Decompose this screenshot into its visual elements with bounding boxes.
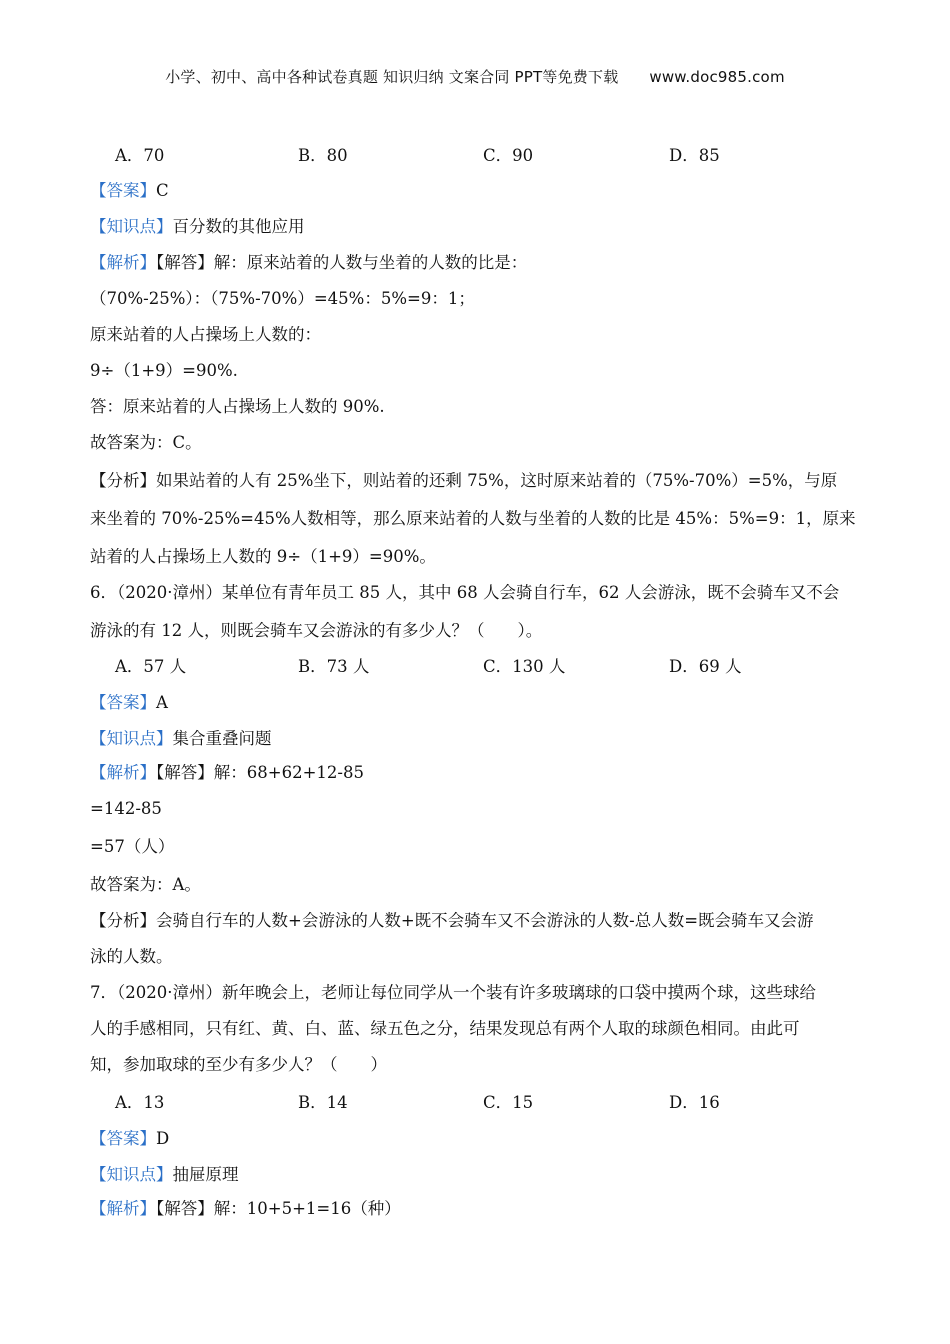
page-header (0, 66, 950, 87)
answer-tag: 【答案】 (90, 1129, 156, 1148)
q5-analysis-line-1: （70%-25%）：（75%-70%）=45%：5%=9：1； (90, 289, 475, 308)
q5-analysis-line-4: 答：原来站着的人占操场上人数的 90%. (90, 397, 385, 416)
header-text: 小学、初中、高中各种试卷真题 知识归纳 文案合同 PPT等免费下载 (165, 68, 619, 86)
analysis-text: 【解答】解：10+5+1=16（种） (156, 1199, 401, 1218)
q5-option-b: B．80 (298, 146, 348, 165)
knowledge-value: 抽屉原理 (172, 1165, 239, 1184)
answer-value: A (156, 693, 168, 712)
q5-fenxi-line-0 (90, 470, 837, 492)
q7-stem-line-2: 知，参加取球的至少有多少人？（ ） (90, 1055, 387, 1074)
knowledge-tag: 【知识点】 (90, 729, 173, 748)
q6-option-c: C．130 人 (483, 657, 566, 676)
q6-analysis-line-3: 故答案为：A。 (90, 875, 201, 894)
q6-fenxi-line-1: 泳的人数。 (90, 947, 173, 966)
q7-knowledge (90, 1164, 239, 1186)
fenxi-text: 如果站着的人有 25%坐下，则站着的还剩 75%，这时原来站着的（75%-70%）=5%，与原 (156, 471, 838, 490)
q6-knowledge (90, 728, 272, 750)
q7-option-a: A．13 (115, 1093, 165, 1112)
analysis-tag: 【解析】 (90, 763, 156, 782)
q5-option-a: A．70 (115, 146, 165, 165)
fenxi-text: 会骑自行车的人数+会游泳的人数+既不会骑车又不会游泳的人数-总人数=既会骑车又会游 (156, 911, 814, 930)
q6-analysis-line-1: =142-85 (90, 799, 162, 818)
q7-option-d: D．16 (669, 1093, 720, 1112)
q5-option-c: C．90 (483, 146, 534, 165)
q7-stem-line-1: 人的手感相同，只有红、黄、白、蓝、绿五色之分，结果发现总有两个人取的球颜色相同。由此可 (90, 1019, 800, 1038)
knowledge-tag: 【知识点】 (90, 1165, 173, 1184)
q5-answer (90, 180, 169, 202)
q6-answer (90, 692, 168, 714)
knowledge-value: 百分数的其他应用 (172, 217, 305, 236)
q5-analysis-line-3: 9÷（1+9）=90%. (90, 361, 238, 380)
q5-fenxi-line-2: 站着的人占操场上人数的 9÷（1+9）=90%。 (90, 547, 436, 566)
fenxi-tag: 【分析】 (90, 471, 156, 490)
q5-analysis-line-5: 故答案为：C。 (90, 433, 202, 452)
q5-analysis-line-0 (90, 252, 527, 274)
q7-option-c: C．15 (483, 1093, 534, 1112)
q6-fenxi-line-0 (90, 910, 814, 932)
knowledge-value: 集合重叠问题 (172, 729, 272, 748)
answer-tag: 【答案】 (90, 181, 156, 200)
q7-option-b: B．14 (298, 1093, 348, 1112)
q7-analysis-line-0 (90, 1198, 401, 1220)
q6-option-b: B．73 人 (298, 657, 370, 676)
q5-fenxi-line-1: 来坐着的 70%-25%=45%人数相等，那么原来站着的人数与坐着的人数的比是 45%：5%=9：1，原来 (90, 509, 856, 528)
analysis-tag: 【解析】 (90, 1199, 156, 1218)
answer-value: C (156, 181, 169, 200)
q5-analysis-line-2: 原来站着的人占操场上人数的： (90, 325, 321, 344)
q6-analysis-line-0 (90, 762, 364, 784)
analysis-text: 【解答】解：原来站着的人数与坐着的人数的比是： (156, 253, 528, 272)
q6-option-d: D．69 人 (669, 657, 742, 676)
q5-knowledge (90, 216, 305, 238)
q6-stem-line-1: 游泳的有 12 人，则既会骑车又会游泳的有多少人？（ ）。 (90, 621, 543, 640)
answer-tag: 【答案】 (90, 693, 156, 712)
q5-option-d: D．85 (669, 146, 720, 165)
analysis-tag: 【解析】 (90, 253, 156, 272)
fenxi-tag: 【分析】 (90, 911, 156, 930)
q6-stem-line-0: 6．（2020·漳州）某单位有青年员工 85 人，其中 68 人会骑自行车，62 人会游泳，既不会骑车又不会 (90, 583, 840, 602)
q7-stem-line-0: 7．（2020·漳州）新年晚会上，老师让每位同学从一个装有许多玻璃球的口袋中摸两个球，这些球给 (90, 983, 816, 1002)
q6-option-a: A．57 人 (115, 657, 187, 676)
analysis-text: 【解答】解：68+62+12-85 (156, 763, 364, 782)
q6-analysis-line-2: =57（人） (90, 837, 175, 856)
knowledge-tag: 【知识点】 (90, 217, 173, 236)
answer-value: D (156, 1129, 170, 1148)
q7-answer (90, 1128, 169, 1150)
header-site: www.doc985.com (649, 68, 785, 86)
